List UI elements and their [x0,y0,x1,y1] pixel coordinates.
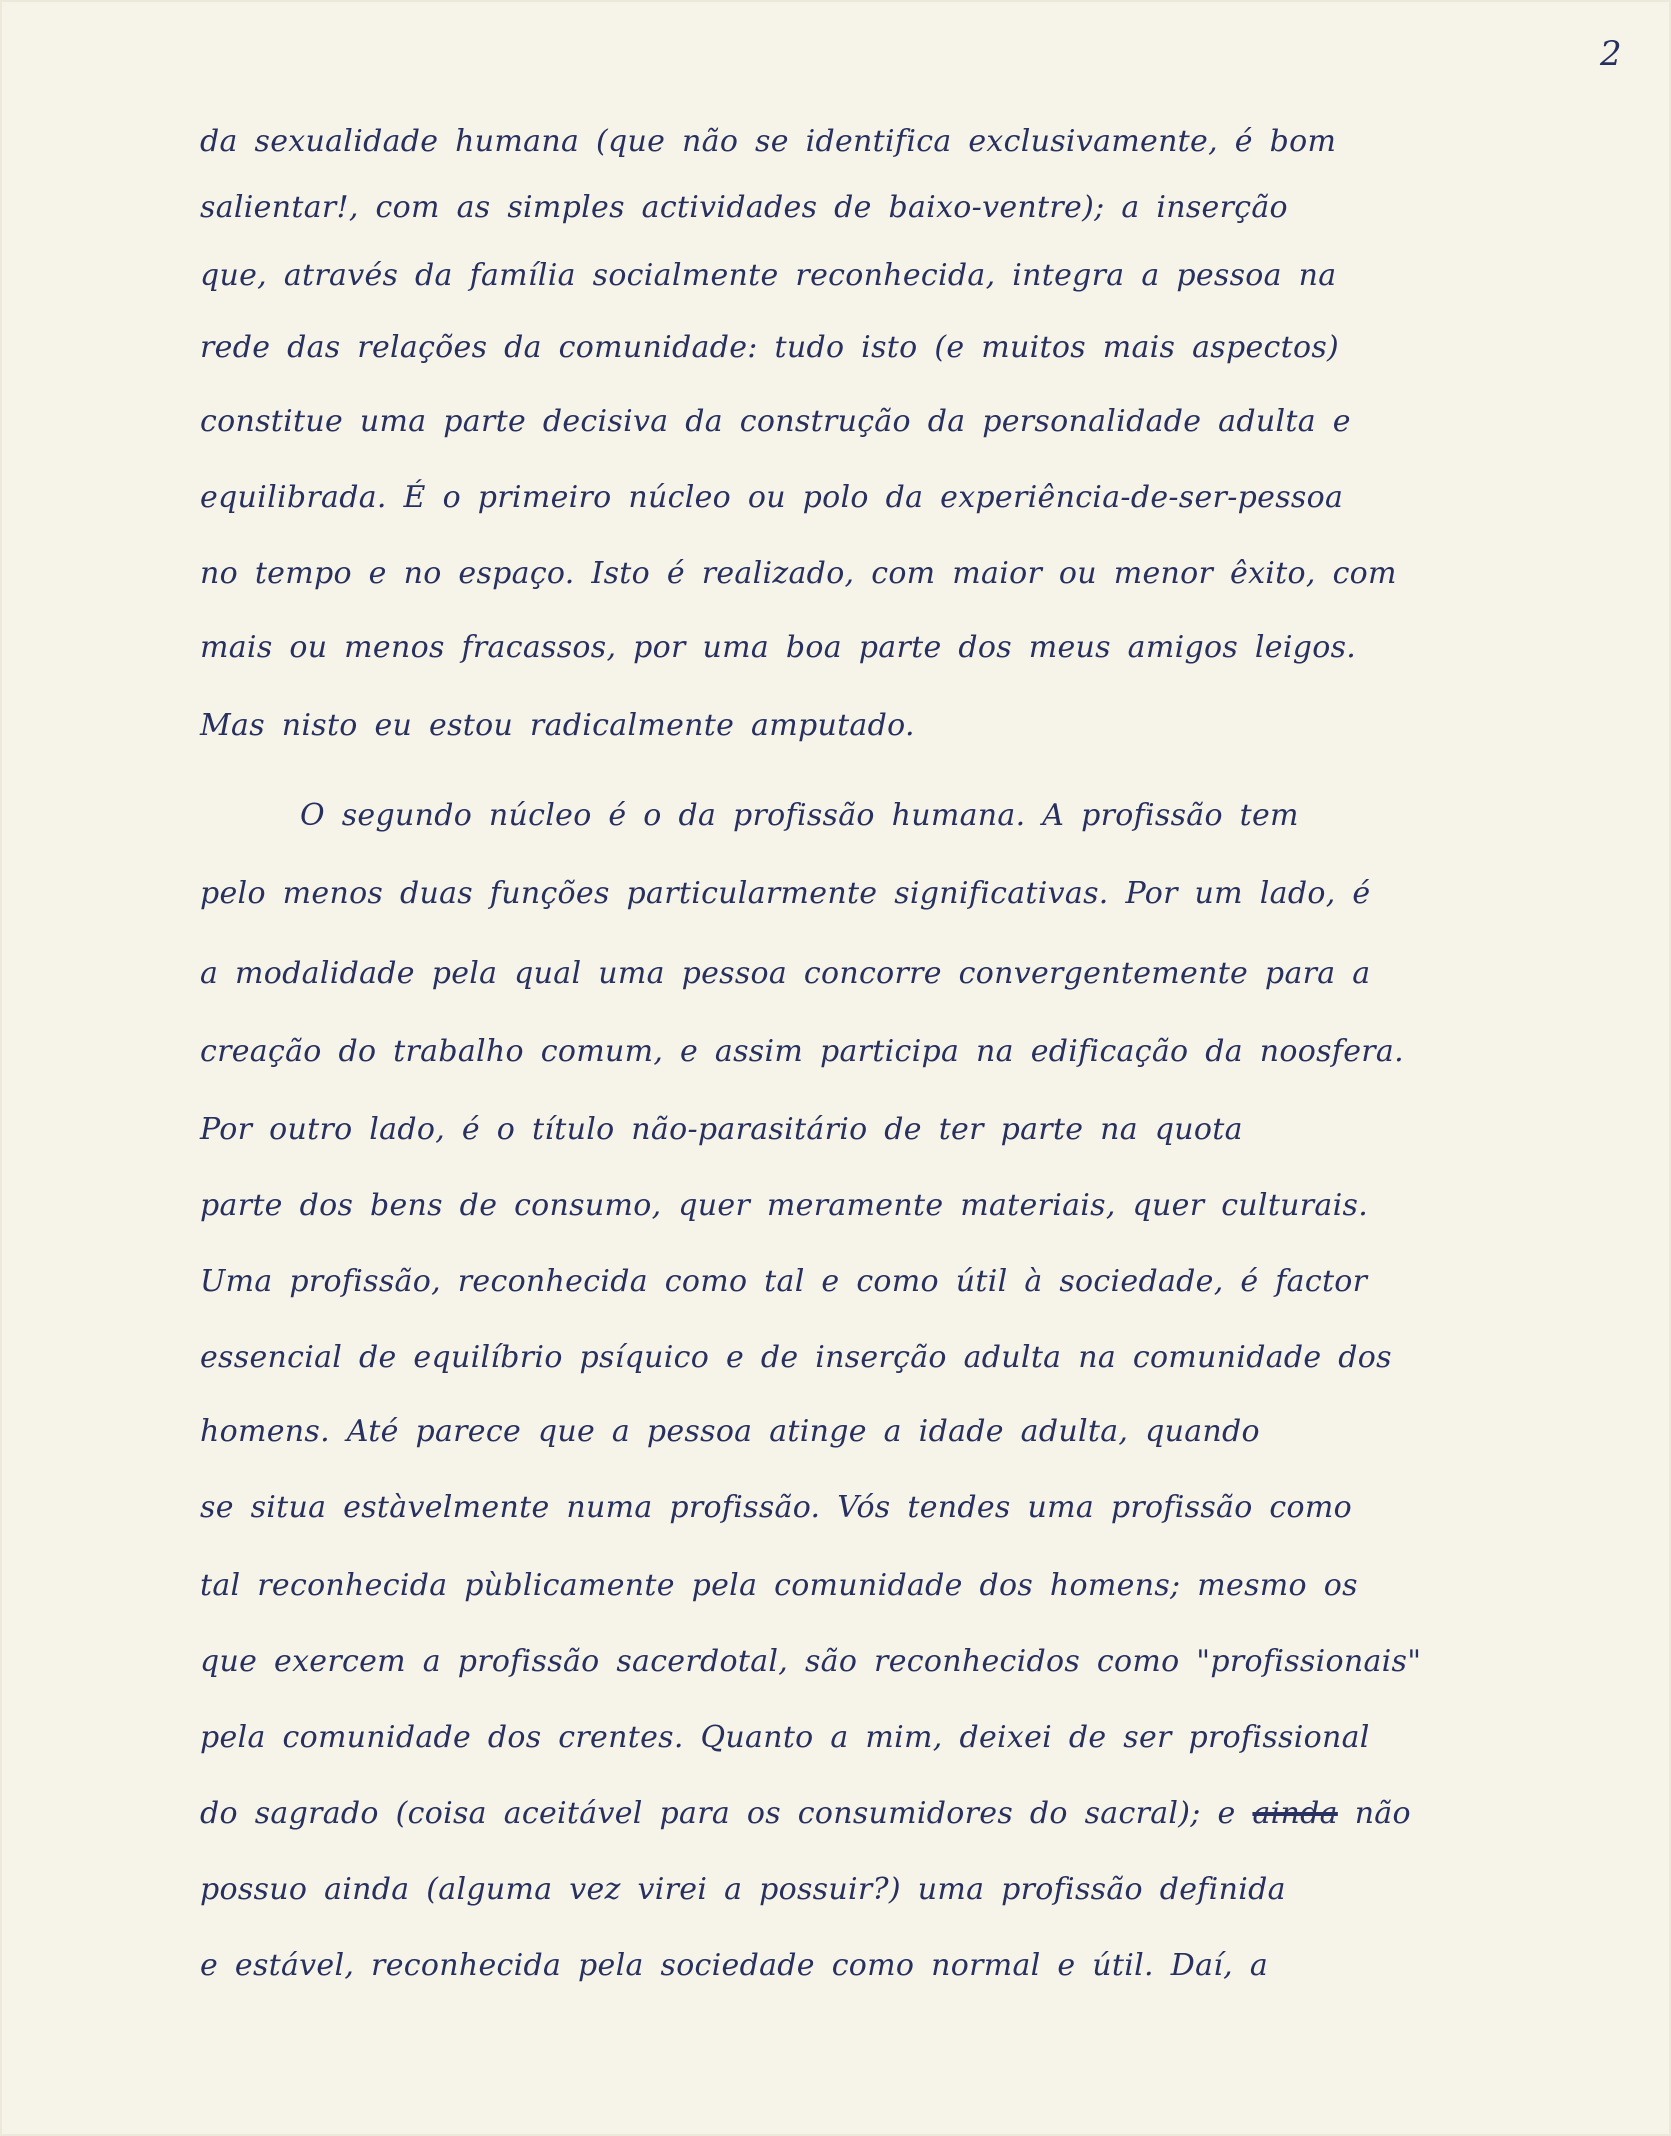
text-line-15: parte dos bens de consumo, quer meramente materiais, quer culturais. [200,1188,1369,1223]
text-line-18: homens. Até parece que a pessoa atinge a idade adulta, quando [200,1414,1260,1449]
text-line-4: rede das relações da comunidade: tudo isto (e muitos mais aspectos) [200,330,1340,365]
text-line-10: O segundo núcleo é o da profissão humana. A profissão tem [300,798,1299,833]
text-line-9: Mas nisto eu estou radicalmente amputado. [200,708,915,743]
text-line-25: e estável, reconhecida pela sociedade como normal e útil. Daí, a [200,1948,1269,1983]
text-line-2: salientar!, com as simples actividades de baixo-ventre); a inserção [200,190,1288,225]
text-line-24: possuo ainda (alguma vez virei a possuir?) uma profissão definida [200,1872,1286,1907]
text-line-19: se situa estàvelmente numa profissão. Vós tendes uma profissão como [200,1490,1352,1525]
text-line-6: equilibrada. É o primeiro núcleo ou polo da experiência-de-ser-pessoa [200,480,1344,515]
text-line-23-tail: não [1354,1796,1411,1831]
text-line-23-main: do sagrado (coisa aceitável para os consumidores do sacral); e [200,1796,1236,1831]
text-line-13: creação do trabalho comum, e assim participa na edificação da noosfera. [200,1034,1404,1069]
text-line-7: no tempo e no espaço. Isto é realizado, com maior ou menor êxito, com [200,556,1397,591]
text-line-5: constitue uma parte decisiva da construção da personalidade adulta e [200,404,1351,439]
text-line-1: da sexualidade humana (que não se identifica exclusivamente, é bom [200,124,1337,159]
text-line-12: a modalidade pela qual uma pessoa concorre convergentemente para a [200,956,1371,991]
text-line-8: mais ou menos fracassos, por uma boa parte dos meus amigos leigos. [200,630,1357,665]
text-line-21: que exercem a profissão sacerdotal, são reconhecidos como "profissionais" [200,1644,1422,1679]
text-line-14: Por outro lado, é o título não-parasitário de ter parte na quota [200,1112,1243,1147]
text-line-11: pelo menos duas funções particularmente significativas. Por um lado, é [200,876,1371,911]
page-number: 2 [1600,34,1622,74]
text-line-16: Uma profissão, reconhecida como tal e como útil à sociedade, é factor [200,1264,1368,1299]
text-line-3: que, através da família socialmente reconhecida, integra a pessoa na [200,258,1337,293]
text-line-17: essencial de equilíbrio psíquico e de inserção adulta na comunidade dos [200,1340,1392,1375]
struck-out-word: ainda [1252,1796,1338,1831]
text-line-20: tal reconhecida pùblicamente pela comunidade dos homens; mesmo os [200,1568,1358,1603]
text-line-23 [200,1794,1570,1834]
text-line-22: pela comunidade dos crentes. Quanto a mim, deixei de ser profissional [200,1720,1370,1755]
